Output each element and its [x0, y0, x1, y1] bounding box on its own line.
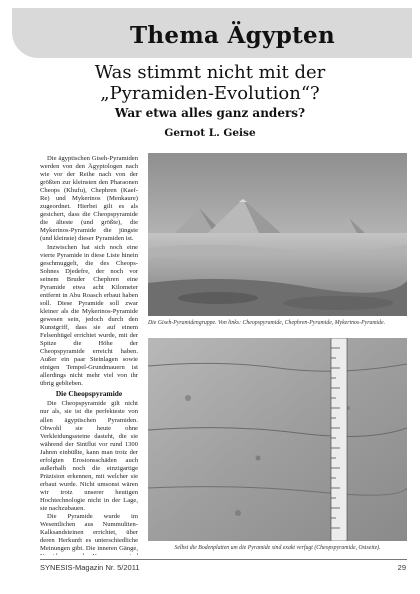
article-subtitle: War etwa alles ganz anders?: [114, 106, 306, 120]
paragraph: Die Pyramide wurde im Wesentlichen aus Nummuliten-Kalksandsteinen errichtet, über deren Herkunft es unterschiedliche Meinungen gibt. Die inneren Gänge,: [40, 513, 138, 553]
section-subheading: Die Cheopspyramide: [55, 389, 123, 399]
article-author: Gernot L. Geise: [164, 127, 256, 139]
footer-divider: [40, 559, 407, 560]
article-body: [40, 155, 138, 555]
floor-slabs-photo: [148, 338, 407, 541]
page-number: 29: [397, 563, 406, 572]
floor-slabs-photo-graphic: [148, 338, 407, 541]
figure-caption: Die Giseh-Pyramidengruppe. Von links: Cheopspyramide, Chephren-Pyramide, Mykerinos-Pyramide.: [148, 320, 386, 326]
figure-caption: Selbst die Bodenplatten um die Pyramide sind exakt verfugt (Cheopspyramide, Ostseite).: [174, 545, 381, 551]
article-title-line2: „Pyramiden-Evolution“?: [100, 83, 320, 104]
paragraph: Inzwischen hat sich noch eine vierte Pyramide in diese Liste hinein geschmuggelt, die des Cheops-Sohnes Djedefre, der noch vor seinem Bruder Chephren eine Pyramide etwa acht Kilometer entfernt in Abu Roasch erbaut haben soll. Diese Pyramide soll zwar kleiner als die Mykerinos-Pyramide gewesen sein, jedoch durch den Kunstgriff, dass sie auf einem Felsenhügel errichtet wurde, mit der Spitze die Höhe der Cheopspyramide erreicht haben. Außer ein paar Steinlagen sowie einigen Tempel-Grundmauern ist allerdings nicht mehr viel von ihr übrig geblieben.: [40, 243, 138, 388]
pyramids-photo: [148, 153, 407, 316]
pyramids-photo-graphic: [148, 153, 407, 316]
article-title: [60, 62, 360, 104]
article-title-line1: Was stimmt nicht mit der: [94, 62, 326, 83]
paragraph: Die ägyptischen Giseh-Pyramiden werden von den Ägyptologen nach wie vor der Reihe nach von der größten zur kleinsten den Pharaonen Cheops (Khufu), Chephren (Kaef-Re) und Mykerinos (Menkaure) zugeordnet. Hierbei gilt es als gesichert, dass die Cheopspyramide die älteste (und größte), die Mykerinos-Pyramide die jüngste (und kleinste) dieser Pyramiden ist.: [40, 155, 138, 243]
section-title: Thema Ägypten: [130, 22, 335, 49]
section-banner: [12, 8, 412, 58]
footer-magazine: SYNESIS-Magazin Nr. 5/2011: [40, 563, 140, 572]
paragraph: Die Cheopspyramide gilt nicht nur als, sie ist die perfekteste von allen ägyptischen Pyramiden. Obwohl sie heute ohne Verkleidungssteine dasteht, die sie während der Sintflut vor rund 1300 Jahren einbüßte, kann man trotz der erfolgten Erosionsschäden auch außerhalb noch die einzigartige Präzision erkennen, mit welcher sie erbaut wurde. Nicht umsonst wären wir trotz unserer heutigen Hochtechnologie nicht in der Lage, sie nachzubauen.: [40, 400, 138, 513]
